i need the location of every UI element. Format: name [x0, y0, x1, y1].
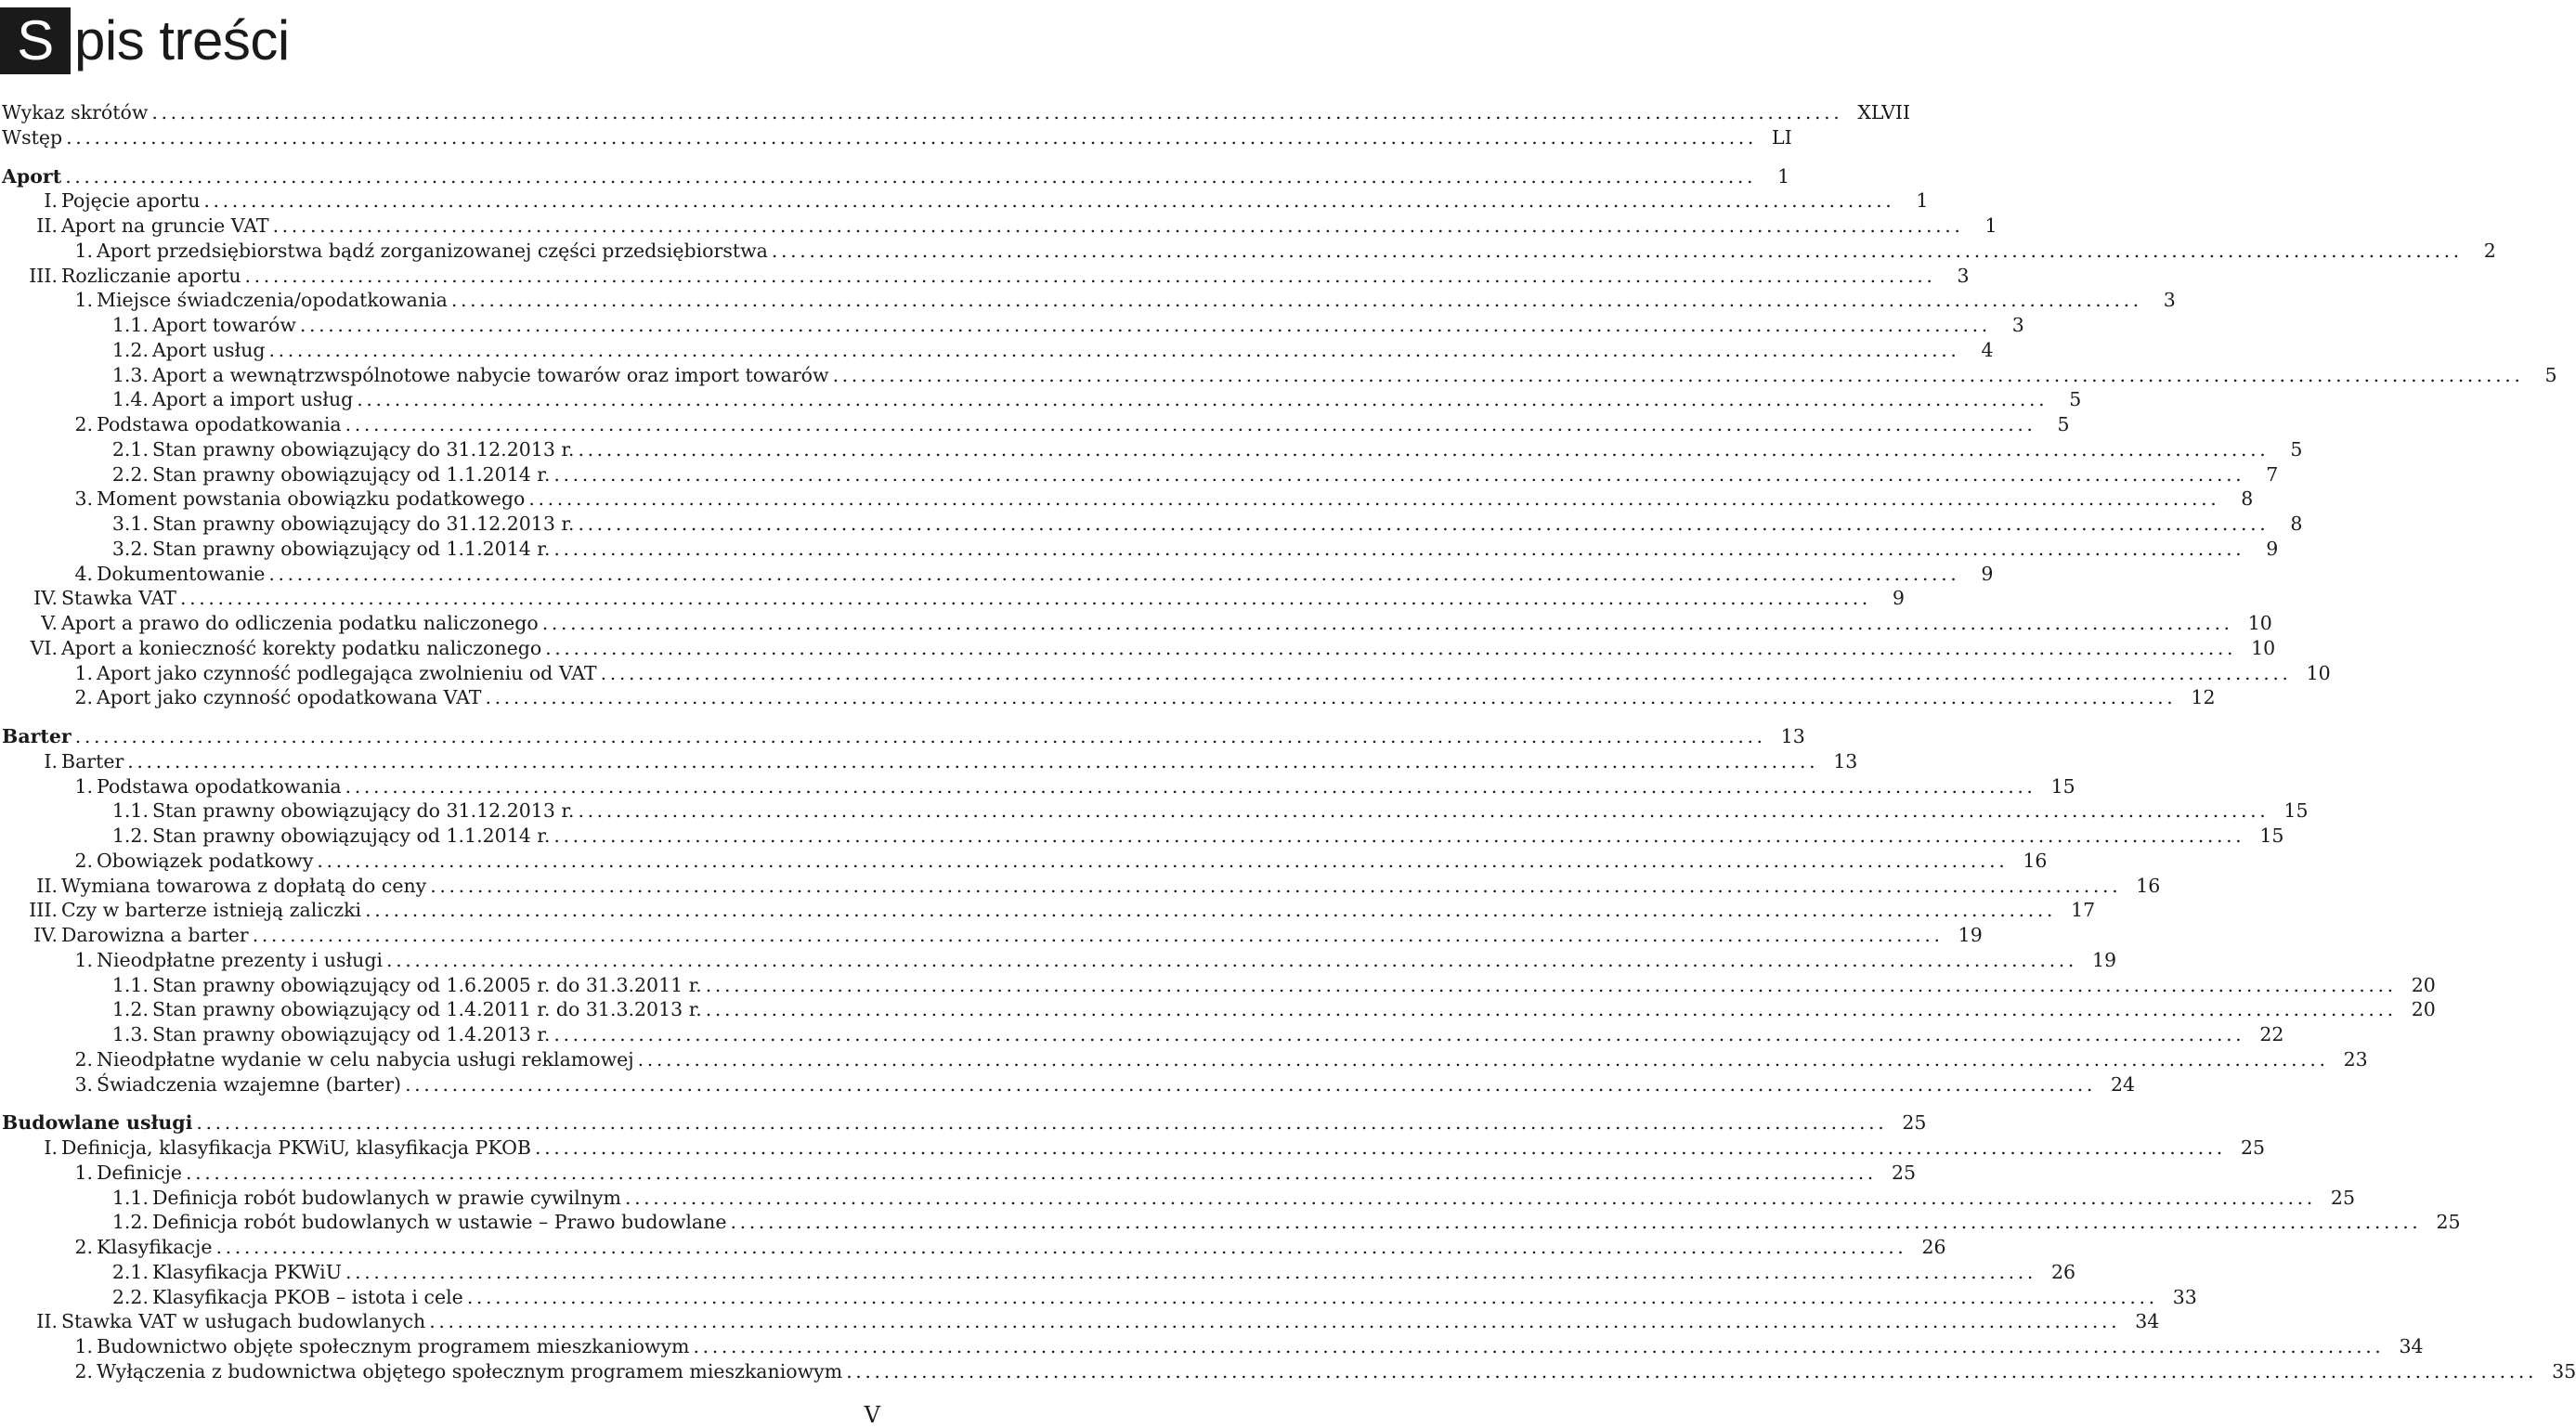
table-of-contents: [2, 100, 2576, 1384]
toc-entry[interactable]: [2, 798, 2309, 824]
dot-leader: [693, 1334, 2384, 1359]
toc-entry[interactable]: [2, 313, 2024, 338]
toc-entry-page: 15: [2259, 824, 2284, 847]
dot-leader: [273, 214, 1964, 239]
dot-leader: [268, 562, 1959, 587]
toc-entry-title: Aport a konieczność korekty podatku naliczonego: [61, 636, 542, 659]
toc-entry[interactable]: [2, 1136, 2266, 1161]
toc-entry[interactable]: [2, 849, 2048, 874]
toc-entry-number: II.: [36, 214, 58, 237]
dot-leader: [706, 973, 2397, 998]
dot-leader: [65, 164, 1756, 189]
toc-entry-number: III.: [29, 899, 58, 922]
dot-leader: [127, 749, 1818, 774]
dot-leader: [196, 1110, 1887, 1136]
toc-entry-page: 5: [2544, 363, 2557, 386]
dot-leader: [345, 774, 2036, 799]
toc-entry-title: Budowlane usługi: [2, 1111, 193, 1135]
toc-entry-page: 26: [2050, 1260, 2076, 1283]
toc-entry[interactable]: [2, 1285, 2197, 1310]
toc-entry-page: 10: [2251, 636, 2276, 659]
toc-entry[interactable]: [2, 997, 2436, 1022]
toc-entry-title: Stan prawny obowiązujący od 1.1.2014 r.: [152, 462, 551, 486]
dot-leader: [772, 239, 2463, 264]
toc-entry[interactable]: [2, 338, 1994, 363]
toc-entry-title: Aport a import usług: [152, 388, 354, 411]
toc-entry[interactable]: [2, 948, 2117, 973]
toc-section-heading[interactable]: [2, 100, 1911, 125]
dot-leader: [730, 1210, 2421, 1235]
toc-entry-number: 1.1.: [111, 314, 149, 336]
toc-entry-number: 3.: [74, 487, 93, 511]
dot-leader: [269, 338, 1960, 363]
dot-leader: [553, 537, 2244, 562]
toc-entry-page: 34: [2135, 1310, 2160, 1333]
toc-entry-number: 1.: [74, 1335, 93, 1357]
toc-entry-title: Rozliczanie aportu: [61, 264, 241, 287]
dot-leader: [553, 824, 2244, 849]
toc-entry-title: Barter: [61, 749, 124, 772]
toc-entry-title: Stawka VAT w usługach budowlanych: [61, 1310, 426, 1333]
toc-entry-page: 10: [2247, 612, 2272, 634]
dot-leader: [66, 125, 1757, 150]
dot-leader: [430, 874, 2121, 899]
toc-entry[interactable]: [2, 586, 1905, 611]
toc-entry-page: 9: [1892, 587, 1905, 610]
toc-entry[interactable]: [2, 685, 2216, 710]
toc-entry-page: 9: [1981, 562, 1994, 585]
dot-leader: [180, 586, 1871, 611]
dot-leader: [638, 1047, 2329, 1072]
toc-entry-number: 1.1.: [111, 1186, 149, 1209]
toc-entry[interactable]: [2, 1260, 2076, 1285]
toc-entry-page: 20: [2411, 973, 2436, 996]
toc-entry[interactable]: [2, 923, 1983, 948]
toc-entry[interactable]: [2, 611, 2272, 636]
toc-entry-number: 1.: [74, 239, 93, 262]
toc-entry-page: 2: [2483, 239, 2496, 262]
toc-entry[interactable]: [2, 188, 1929, 214]
toc-entry-page: 3: [1957, 264, 1970, 287]
toc-entry[interactable]: [2, 874, 2161, 899]
dot-leader: [357, 387, 2048, 412]
toc-entry-number: I.: [44, 749, 58, 772]
toc-entry-title: Stan prawny obowiązujący od 1.4.2011 r. do 31.3.2013 r.: [152, 998, 702, 1021]
dot-leader: [545, 636, 2236, 661]
toc-entry-number: 1.3.: [111, 363, 149, 386]
toc-entry-title: Aport na gruncie VAT: [61, 214, 269, 237]
toc-entry-title: Aport jako czynność podlegająca zwolnieniu od VAT: [97, 661, 597, 684]
dot-leader: [578, 437, 2269, 462]
toc-entry-page: 25: [2436, 1211, 2461, 1234]
toc-entry-title: Obowiązek podatkowy: [97, 849, 314, 872]
toc-entry-page: 16: [2023, 849, 2048, 872]
page-title: [0, 7, 290, 74]
toc-entry-page: 8: [2241, 487, 2254, 511]
dot-leader: [345, 412, 2036, 437]
toc-entry-page: 20: [2411, 998, 2436, 1021]
toc-entry-page: 22: [2259, 1023, 2284, 1045]
toc-entry[interactable]: [2, 749, 1858, 774]
dot-leader: [467, 1285, 2158, 1310]
dot-leader: [386, 948, 2077, 973]
toc-entry-page: 12: [2191, 686, 2216, 709]
toc-entry-number: III.: [29, 264, 58, 287]
dot-leader: [245, 264, 1936, 289]
toc-entry[interactable]: [2, 1072, 2136, 1097]
toc-entry-title: Definicja robót budowlanych w ustawie – Prawo budowlane: [152, 1211, 727, 1234]
toc-entry-number: 2.1.: [111, 437, 149, 461]
toc-entry[interactable]: [2, 562, 1994, 587]
toc-entry-page: 13: [1833, 749, 1858, 772]
toc-entry-page: 1: [1916, 189, 1929, 213]
toc-entry-number: 1.1.: [111, 799, 149, 823]
toc-entry[interactable]: [2, 437, 2303, 462]
dot-leader: [485, 685, 2176, 710]
toc-entry-number: 2.2.: [111, 462, 149, 486]
dot-leader: [625, 1186, 2316, 1211]
toc-entry[interactable]: [2, 1235, 1946, 1260]
toc-entry[interactable]: [2, 1334, 2424, 1359]
toc-entry-title: Świadczenia wzajemne (barter): [97, 1072, 402, 1096]
toc-entry[interactable]: [2, 387, 2082, 412]
toc-entry-title: Wstęp: [2, 125, 63, 149]
toc-entry-title: Stan prawny obowiązujący do 31.12.2013 r.: [152, 799, 575, 823]
toc-entry-title: Stan prawny obowiązujący od 1.1.2014 r.: [152, 824, 551, 847]
toc-entry-title: Aport towarów: [152, 314, 296, 336]
toc-entry-page: 8: [2290, 513, 2303, 535]
dot-leader: [203, 188, 1894, 214]
toc-entry[interactable]: [2, 1359, 2576, 1384]
dot-leader: [601, 661, 2292, 686]
dot-leader: [317, 849, 2008, 874]
toc-entry-page: 5: [2069, 388, 2082, 411]
toc-entry-number: 2.1.: [111, 1260, 149, 1283]
toc-entry[interactable]: [2, 363, 2557, 388]
dot-leader: [578, 798, 2269, 824]
toc-entry-number: 1.1.: [111, 973, 149, 996]
toc-entry[interactable]: [2, 264, 1970, 289]
toc-entry-page: 19: [2091, 948, 2117, 971]
dot-leader: [300, 313, 1991, 338]
toc-entry-title: Wykaz skrótów: [2, 101, 149, 123]
toc-entry-title: Klasyfikacje: [97, 1236, 213, 1258]
toc-entry[interactable]: [2, 774, 2075, 799]
toc-entry-page: 9: [2266, 537, 2279, 560]
toc-entry-page: 15: [2283, 799, 2309, 823]
toc-entry[interactable]: [2, 1047, 2368, 1072]
toc-entry[interactable]: [2, 288, 2176, 313]
toc-entry[interactable]: [2, 973, 2436, 998]
toc-entry-number: IV.: [33, 924, 58, 946]
dot-leader: [186, 1161, 1877, 1186]
dot-leader: [833, 363, 2524, 388]
toc-entry-title: Aport usług: [152, 338, 266, 361]
toc-entry-number: 2.: [74, 1236, 93, 1258]
dot-leader: [553, 1022, 2244, 1047]
dot-leader: [451, 288, 2142, 313]
toc-entry[interactable]: [2, 898, 2096, 923]
dot-leader: [429, 1309, 2120, 1334]
toc-entry[interactable]: [2, 214, 1997, 239]
toc-entry-title: Nieodpłatne wydanie w celu nabycia usługi reklamowej: [97, 1047, 634, 1071]
toc-entry-page: XLVII: [1857, 101, 1911, 123]
toc-entry[interactable]: [2, 239, 2496, 264]
dot-leader: [535, 1136, 2226, 1161]
toc-entry-title: Stawka VAT: [61, 587, 176, 610]
toc-entry-number: 1.: [74, 774, 93, 798]
toc-entry-title: Dokumentowanie: [97, 562, 266, 585]
toc-entry[interactable]: [2, 462, 2279, 487]
toc-entry[interactable]: [2, 824, 2284, 849]
toc-entry-title: Stan prawny obowiązujący do 31.12.2013 r.: [152, 437, 575, 461]
dot-leader: [253, 923, 1944, 948]
dot-leader: [75, 724, 1766, 749]
toc-entry-title: Budownictwo objęte społecznym programem mieszkaniowym: [97, 1335, 690, 1357]
toc-entry[interactable]: [2, 1210, 2461, 1235]
toc-entry-page: 7: [2266, 462, 2279, 486]
toc-entry-title: Czy w barterze istnieją zaliczki: [61, 899, 362, 922]
toc-entry-number: 1.4.: [111, 388, 149, 411]
toc-entry-title: Stan prawny obowiązujący od 1.4.2013 r.: [152, 1023, 551, 1045]
toc-entry-title: Definicje: [97, 1161, 182, 1184]
toc-entry-number: 4.: [74, 562, 93, 585]
toc-entry[interactable]: [2, 412, 2070, 437]
toc-section-heading[interactable]: [2, 1110, 1927, 1136]
toc-entry-number: 1.: [74, 661, 93, 684]
toc-entry-title: Podstawa opodatkowania: [97, 774, 342, 798]
toc-entry-number: I.: [44, 189, 58, 213]
toc-entry-title: Wyłączenia z budownictwa objętego społecznym programem mieszkaniowym: [97, 1359, 843, 1383]
toc-section-heading[interactable]: [2, 164, 1790, 189]
toc-entry[interactable]: [2, 661, 2331, 686]
toc-entry-number: 1.2.: [111, 338, 149, 361]
toc-entry-page: 26: [1921, 1236, 1946, 1258]
toc-entry-number: 1.2.: [111, 998, 149, 1021]
toc-entry-number: I.: [44, 1136, 58, 1159]
toc-entry-page: 25: [2330, 1186, 2355, 1209]
toc-entry-page: LI: [1772, 125, 1792, 149]
toc-entry[interactable]: [2, 537, 2279, 562]
toc-entry-number: 2.: [74, 413, 93, 435]
toc-entry-number: 1.2.: [111, 1211, 149, 1234]
toc-entry-page: 13: [1780, 725, 1805, 747]
toc-entry[interactable]: [2, 1161, 1917, 1186]
toc-entry-page: 5: [2290, 437, 2303, 461]
toc-entry-number: 1.: [74, 289, 93, 312]
toc-entry-title: Definicja robót budowlanych w prawie cywilnym: [152, 1186, 621, 1209]
toc-entry[interactable]: [2, 487, 2254, 512]
dot-leader: [151, 100, 1842, 125]
toc-entry-page: 35: [2552, 1359, 2576, 1383]
toc-entry-title: Aport a wewnątrzwspólnotowe nabycie towarów oraz import towarów: [152, 363, 829, 386]
toc-entry-title: Darowizna a barter: [61, 924, 249, 946]
toc-entry-number: 1.: [74, 1161, 93, 1184]
toc-entry-title: Aport jako czynność opodatkowana VAT: [97, 686, 482, 709]
toc-entry-number: 1.3.: [111, 1023, 149, 1045]
toc-entry-title: Moment powstania obowiązku podatkowego: [97, 487, 526, 511]
toc-entry-number: 2.: [74, 1359, 93, 1383]
toc-entry-page: 17: [2071, 899, 2096, 922]
toc-entry-title: Aport: [2, 164, 62, 188]
toc-entry-title: Aport a prawo do odliczenia podatku naliczonego: [61, 612, 539, 634]
toc-entry-number: II.: [36, 874, 58, 897]
toc-entry-title: Klasyfikacja PKOB – istota i cele: [152, 1285, 463, 1308]
toc-entry-page: 24: [2111, 1072, 2136, 1096]
toc-entry[interactable]: [2, 1186, 2355, 1211]
toc-entry-number: 1.: [74, 948, 93, 971]
toc-entry-page: 19: [1958, 924, 1983, 946]
dot-leader: [553, 462, 2244, 487]
toc-entry-number: 2.2.: [111, 1285, 149, 1308]
dot-leader: [215, 1235, 1906, 1260]
toc-entry-number: II.: [36, 1310, 58, 1333]
toc-entry-page: 34: [2399, 1335, 2424, 1357]
toc-entry-page: 23: [2343, 1047, 2368, 1071]
dot-leader: [542, 611, 2233, 636]
toc-entry-title: Aport przedsiębiorstwa bądź zorganizowanej części przedsiębiorstwa: [97, 239, 768, 262]
dot-leader: [846, 1359, 2537, 1384]
toc-entry-page: 1: [1984, 214, 1997, 237]
toc-entry[interactable]: [2, 636, 2276, 661]
title-text: pis treści: [74, 9, 290, 71]
toc-entry-number: 2.: [74, 686, 93, 709]
toc-entry[interactable]: [2, 1309, 2160, 1334]
toc-entry[interactable]: [2, 1022, 2284, 1047]
toc-entry-page: 5: [2057, 413, 2070, 435]
toc-entry-number: VI.: [30, 636, 58, 659]
toc-entry-page: 3: [2011, 314, 2024, 336]
page-number: V: [864, 1402, 880, 1428]
dot-leader: [345, 1260, 2036, 1285]
title-initial-block: S: [0, 7, 71, 74]
toc-entry-page: 25: [1891, 1161, 1917, 1184]
toc-entry-title: Stan prawny obowiązujący od 1.6.2005 r. do 31.3.2011 r.: [152, 973, 702, 996]
toc-entry-page: 1: [1777, 164, 1790, 188]
toc-entry-title: Stan prawny obowiązujący od 1.1.2014 r.: [152, 537, 551, 560]
toc-entry-number: 3.: [74, 1072, 93, 1096]
toc-entry-page: 3: [2163, 289, 2176, 312]
toc-entry-page: 15: [2050, 774, 2075, 798]
toc-entry-title: Stan prawny obowiązujący do 31.12.2013 r.: [152, 513, 575, 535]
toc-entry-title: Podstawa opodatkowania: [97, 413, 342, 435]
toc-entry-title: Nieodpłatne prezenty i usługi: [97, 948, 384, 971]
toc-entry-number: 3.2.: [111, 537, 149, 560]
toc-entry-page: 10: [2306, 661, 2331, 684]
toc-entry-title: Wymiana towarowa z dopłatą do ceny: [61, 874, 427, 897]
toc-entry-page: 33: [2172, 1285, 2197, 1308]
toc-entry-title: Miejsce świadczenia/opodatkowania: [97, 289, 448, 312]
dot-leader: [578, 512, 2269, 537]
toc-entry-page: 4: [1981, 338, 1994, 361]
toc-entry-number: 2.: [74, 1047, 93, 1071]
toc-entry-number: V.: [41, 612, 58, 634]
toc-entry-title: Klasyfikacja PKWiU: [152, 1260, 343, 1283]
toc-entry-number: IV.: [33, 587, 58, 610]
dot-leader: [528, 487, 2219, 512]
toc-entry-page: 25: [1902, 1111, 1927, 1135]
toc-entry-page: 16: [2136, 874, 2161, 897]
toc-entry[interactable]: [2, 512, 2303, 537]
dot-leader: [365, 898, 2056, 923]
dot-leader: [706, 997, 2397, 1022]
dot-leader: [405, 1072, 2096, 1097]
toc-entry-title: Definicja, klasyfikacja PKWiU, klasyfikacja PKOB: [61, 1136, 531, 1159]
toc-entry-number: 2.: [74, 849, 93, 872]
toc-entry-number: 3.1.: [111, 513, 149, 535]
toc-entry-title: Pojęcie aportu: [61, 189, 201, 213]
toc-entry-page: 25: [2240, 1136, 2266, 1159]
toc-section-heading[interactable]: [2, 125, 1792, 150]
toc-entry-title: Barter: [2, 725, 72, 747]
toc-section-heading[interactable]: [2, 724, 1805, 749]
toc-entry-number: 1.2.: [111, 824, 149, 847]
